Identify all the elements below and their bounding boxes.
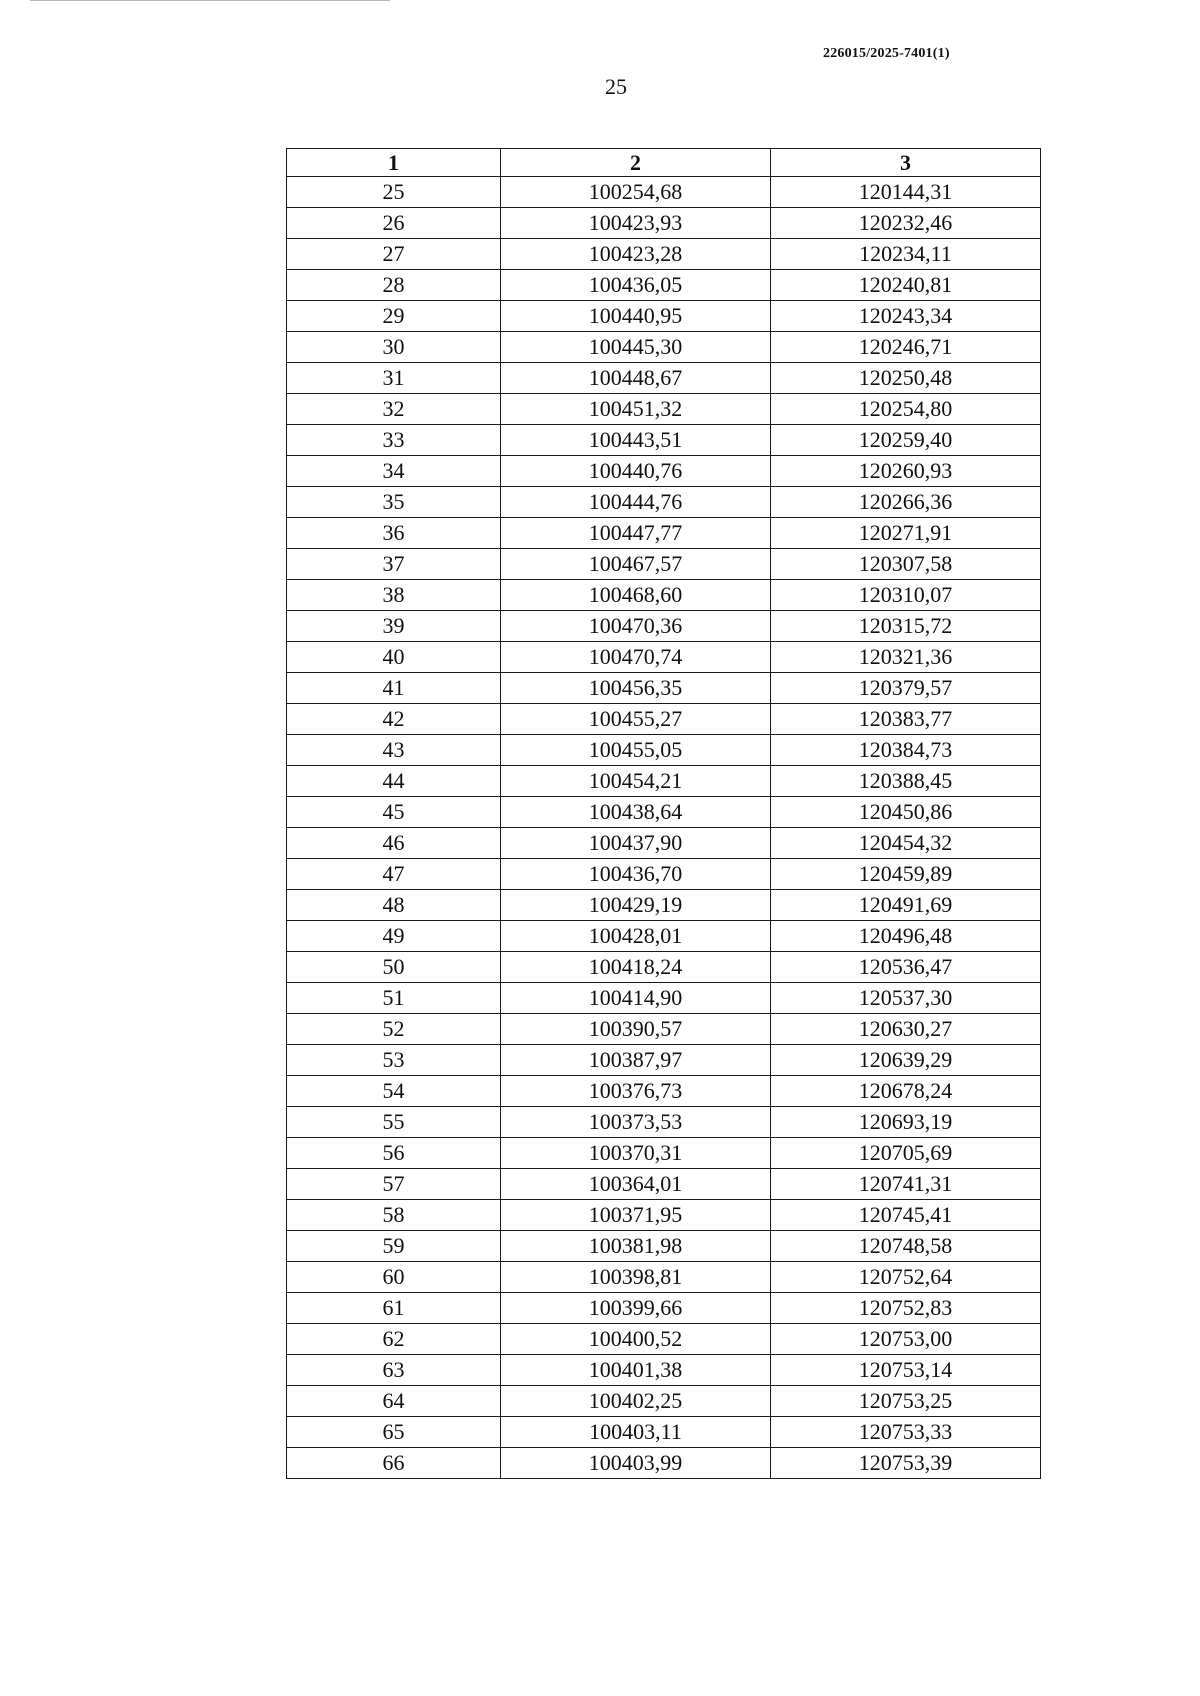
coordinate-x-cell: 100403,99 [501, 1448, 771, 1479]
point-number-cell: 43 [287, 735, 501, 766]
coordinate-x-cell: 100428,01 [501, 921, 771, 952]
coordinate-y-cell: 120459,89 [771, 859, 1041, 890]
point-number-cell: 48 [287, 890, 501, 921]
table-row [287, 673, 1041, 704]
coordinate-y-cell: 120271,91 [771, 518, 1041, 549]
table-row [287, 1014, 1041, 1045]
table-row [287, 1293, 1041, 1324]
coordinate-x-cell: 100423,93 [501, 208, 771, 239]
point-number-cell: 66 [287, 1448, 501, 1479]
table-row [287, 1200, 1041, 1231]
coordinate-x-cell: 100467,57 [501, 549, 771, 580]
coordinate-y-cell: 120454,32 [771, 828, 1041, 859]
point-number-cell: 34 [287, 456, 501, 487]
point-number-cell: 47 [287, 859, 501, 890]
coordinate-x-cell: 100423,28 [501, 239, 771, 270]
coordinate-y-cell: 120753,00 [771, 1324, 1041, 1355]
point-number-cell: 38 [287, 580, 501, 611]
table-row [287, 828, 1041, 859]
point-number-cell: 64 [287, 1386, 501, 1417]
coordinate-x-cell: 100403,11 [501, 1417, 771, 1448]
table-row [287, 549, 1041, 580]
coordinate-y-cell: 120266,36 [771, 487, 1041, 518]
point-number-cell: 33 [287, 425, 501, 456]
table-row [287, 890, 1041, 921]
table-row [287, 1386, 1041, 1417]
point-number-cell: 60 [287, 1262, 501, 1293]
coordinate-y-cell: 120243,34 [771, 301, 1041, 332]
coordinate-x-cell: 100440,76 [501, 456, 771, 487]
point-number-cell: 53 [287, 1045, 501, 1076]
coordinate-y-cell: 120254,80 [771, 394, 1041, 425]
point-number-cell: 30 [287, 332, 501, 363]
point-number-cell: 36 [287, 518, 501, 549]
point-number-cell: 52 [287, 1014, 501, 1045]
table-row [287, 487, 1041, 518]
table-row [287, 1107, 1041, 1138]
point-number-cell: 56 [287, 1138, 501, 1169]
coordinate-y-cell: 120753,39 [771, 1448, 1041, 1479]
table-row [287, 1138, 1041, 1169]
point-number-cell: 49 [287, 921, 501, 952]
table-row [287, 425, 1041, 456]
coordinate-x-cell: 100448,67 [501, 363, 771, 394]
point-number-cell: 57 [287, 1169, 501, 1200]
coordinate-x-cell: 100370,31 [501, 1138, 771, 1169]
coordinate-x-cell: 100387,97 [501, 1045, 771, 1076]
table-row [287, 859, 1041, 890]
coordinate-x-cell: 100364,01 [501, 1169, 771, 1200]
coordinate-y-cell: 120388,45 [771, 766, 1041, 797]
coordinate-y-cell: 120384,73 [771, 735, 1041, 766]
coordinate-y-cell: 120745,41 [771, 1200, 1041, 1231]
table-row [287, 983, 1041, 1014]
table-row [287, 332, 1041, 363]
table-row [287, 1262, 1041, 1293]
coordinate-x-cell: 100376,73 [501, 1076, 771, 1107]
coordinate-y-cell: 120753,14 [771, 1355, 1041, 1386]
coordinate-x-cell: 100254,68 [501, 177, 771, 208]
coordinate-y-cell: 120639,29 [771, 1045, 1041, 1076]
coordinate-y-cell: 120537,30 [771, 983, 1041, 1014]
point-number-cell: 45 [287, 797, 501, 828]
coordinate-y-cell: 120246,71 [771, 332, 1041, 363]
coordinate-x-cell: 100401,38 [501, 1355, 771, 1386]
coordinate-y-cell: 120752,83 [771, 1293, 1041, 1324]
point-number-cell: 25 [287, 177, 501, 208]
point-number-cell: 28 [287, 270, 501, 301]
table-row [287, 766, 1041, 797]
coordinate-x-cell: 100436,05 [501, 270, 771, 301]
coordinate-x-cell: 100447,77 [501, 518, 771, 549]
column-header-3: 3 [771, 149, 1041, 177]
scan-edge-line [30, 0, 390, 1]
coordinate-y-cell: 120379,57 [771, 673, 1041, 704]
point-number-cell: 62 [287, 1324, 501, 1355]
coordinate-y-cell: 120536,47 [771, 952, 1041, 983]
coordinate-x-cell: 100437,90 [501, 828, 771, 859]
table-header-row [287, 149, 1041, 177]
point-number-cell: 58 [287, 1200, 501, 1231]
coordinate-y-cell: 120234,11 [771, 239, 1041, 270]
coordinate-y-cell: 120753,33 [771, 1417, 1041, 1448]
point-number-cell: 51 [287, 983, 501, 1014]
coordinate-y-cell: 120693,19 [771, 1107, 1041, 1138]
coordinate-y-cell: 120307,58 [771, 549, 1041, 580]
coordinate-x-cell: 100455,27 [501, 704, 771, 735]
table-row [287, 1076, 1041, 1107]
coordinate-y-cell: 120450,86 [771, 797, 1041, 828]
point-number-cell: 59 [287, 1231, 501, 1262]
point-number-cell: 44 [287, 766, 501, 797]
coordinate-y-cell: 120496,48 [771, 921, 1041, 952]
coordinate-x-cell: 100418,24 [501, 952, 771, 983]
coordinate-y-cell: 120748,58 [771, 1231, 1041, 1262]
coordinate-x-cell: 100451,32 [501, 394, 771, 425]
point-number-cell: 63 [287, 1355, 501, 1386]
point-number-cell: 40 [287, 642, 501, 673]
coordinate-y-cell: 120753,25 [771, 1386, 1041, 1417]
coordinate-x-cell: 100438,64 [501, 797, 771, 828]
coordinate-x-cell: 100456,35 [501, 673, 771, 704]
table-row [287, 301, 1041, 332]
coordinate-x-cell: 100398,81 [501, 1262, 771, 1293]
table-row [287, 1169, 1041, 1200]
coordinate-x-cell: 100371,95 [501, 1200, 771, 1231]
table-row [287, 580, 1041, 611]
table-row [287, 394, 1041, 425]
point-number-cell: 61 [287, 1293, 501, 1324]
coordinate-y-cell: 120741,31 [771, 1169, 1041, 1200]
coordinate-x-cell: 100436,70 [501, 859, 771, 890]
coordinate-x-cell: 100444,76 [501, 487, 771, 518]
coordinate-x-cell: 100470,74 [501, 642, 771, 673]
coordinate-x-cell: 100440,95 [501, 301, 771, 332]
coordinate-y-cell: 120240,81 [771, 270, 1041, 301]
table-row [287, 952, 1041, 983]
coordinate-y-cell: 120315,72 [771, 611, 1041, 642]
coordinate-x-cell: 100399,66 [501, 1293, 771, 1324]
table-row [287, 642, 1041, 673]
point-number-cell: 39 [287, 611, 501, 642]
table-row [287, 1324, 1041, 1355]
point-number-cell: 27 [287, 239, 501, 270]
coordinate-x-cell: 100454,21 [501, 766, 771, 797]
point-number-cell: 41 [287, 673, 501, 704]
point-number-cell: 29 [287, 301, 501, 332]
table-row [287, 208, 1041, 239]
table-row [287, 735, 1041, 766]
coordinate-x-cell: 100468,60 [501, 580, 771, 611]
coordinate-y-cell: 120705,69 [771, 1138, 1041, 1169]
coordinate-x-cell: 100443,51 [501, 425, 771, 456]
table-row [287, 518, 1041, 549]
coordinate-y-cell: 120144,31 [771, 177, 1041, 208]
point-number-cell: 31 [287, 363, 501, 394]
coordinate-x-cell: 100470,36 [501, 611, 771, 642]
point-number-cell: 46 [287, 828, 501, 859]
coordinate-x-cell: 100414,90 [501, 983, 771, 1014]
table-row [287, 177, 1041, 208]
table-row [287, 921, 1041, 952]
coordinate-y-cell: 120491,69 [771, 890, 1041, 921]
coordinate-x-cell: 100402,25 [501, 1386, 771, 1417]
page-number: 25 [605, 74, 627, 99]
coordinate-x-cell: 100390,57 [501, 1014, 771, 1045]
coordinate-y-cell: 120310,07 [771, 580, 1041, 611]
document-code: 226015/2025-7401(1) [823, 46, 950, 61]
table-row [287, 1417, 1041, 1448]
coordinate-x-cell: 100373,53 [501, 1107, 771, 1138]
table-row [287, 704, 1041, 735]
coordinate-y-cell: 120383,77 [771, 704, 1041, 735]
point-number-cell: 26 [287, 208, 501, 239]
coordinate-y-cell: 120321,36 [771, 642, 1041, 673]
point-number-cell: 54 [287, 1076, 501, 1107]
coordinate-y-cell: 120678,24 [771, 1076, 1041, 1107]
table-row [287, 1045, 1041, 1076]
point-number-cell: 37 [287, 549, 501, 580]
coordinate-x-cell: 100381,98 [501, 1231, 771, 1262]
table-body [287, 177, 1041, 1479]
table-row [287, 1231, 1041, 1262]
point-number-cell: 55 [287, 1107, 501, 1138]
column-header-1: 1 [287, 149, 501, 177]
coordinate-y-cell: 120232,46 [771, 208, 1041, 239]
coordinate-y-cell: 120250,48 [771, 363, 1041, 394]
table-row [287, 611, 1041, 642]
table-row [287, 456, 1041, 487]
point-number-cell: 65 [287, 1417, 501, 1448]
coordinates-table [286, 148, 1041, 1479]
table-row [287, 1355, 1041, 1386]
coordinate-y-cell: 120630,27 [771, 1014, 1041, 1045]
table-row [287, 363, 1041, 394]
point-number-cell: 35 [287, 487, 501, 518]
table-row [287, 239, 1041, 270]
coordinate-x-cell: 100445,30 [501, 332, 771, 363]
point-number-cell: 50 [287, 952, 501, 983]
table-row [287, 270, 1041, 301]
coordinate-y-cell: 120259,40 [771, 425, 1041, 456]
column-header-2: 2 [501, 149, 771, 177]
table-row [287, 1448, 1041, 1479]
table-row [287, 797, 1041, 828]
point-number-cell: 32 [287, 394, 501, 425]
coordinate-x-cell: 100455,05 [501, 735, 771, 766]
coordinate-y-cell: 120752,64 [771, 1262, 1041, 1293]
point-number-cell: 42 [287, 704, 501, 735]
coordinate-y-cell: 120260,93 [771, 456, 1041, 487]
coordinate-x-cell: 100400,52 [501, 1324, 771, 1355]
coordinate-x-cell: 100429,19 [501, 890, 771, 921]
